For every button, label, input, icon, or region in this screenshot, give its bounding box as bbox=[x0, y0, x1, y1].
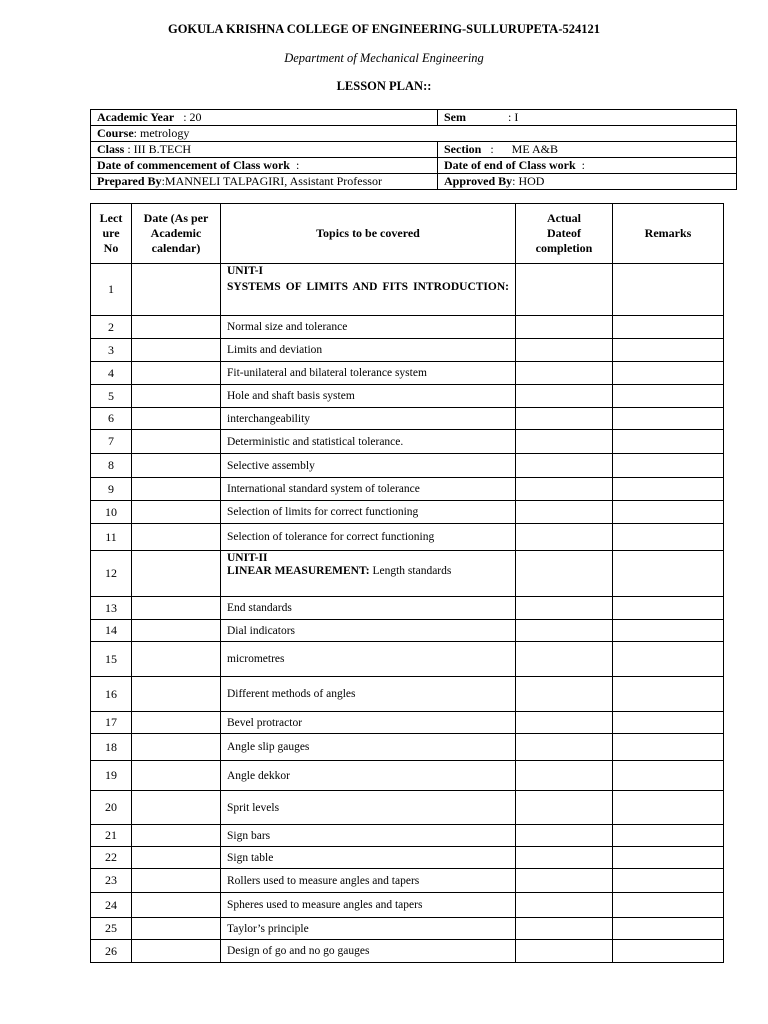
remarks-cell bbox=[613, 339, 724, 362]
table-row bbox=[91, 362, 724, 385]
lecture-number: 17 bbox=[91, 712, 132, 734]
remarks-cell bbox=[613, 524, 724, 551]
course-cell bbox=[91, 126, 737, 142]
lecture-number: 16 bbox=[91, 677, 132, 712]
lecture-number: 9 bbox=[91, 478, 132, 501]
lecture-number: 10 bbox=[91, 501, 132, 524]
commencement-value: : bbox=[295, 158, 300, 172]
date-cell bbox=[132, 825, 221, 847]
actual-date-cell bbox=[516, 869, 613, 893]
lecture-number: 13 bbox=[91, 597, 132, 620]
remarks-cell bbox=[613, 677, 724, 712]
topic-text: Design of go and no go gauges bbox=[227, 945, 370, 957]
topic-cell bbox=[221, 712, 516, 734]
department-name: Department of Mechanical Engineering bbox=[284, 51, 484, 65]
remarks-cell bbox=[613, 385, 724, 408]
course-value: : metrology bbox=[133, 126, 190, 140]
commencement-cell bbox=[91, 158, 438, 174]
unit-heading: LINEAR MEASUREMENT: bbox=[227, 565, 370, 577]
topic-cell bbox=[221, 408, 516, 430]
topic-cell bbox=[221, 524, 516, 551]
actual-date-cell bbox=[516, 791, 613, 825]
remarks-cell bbox=[613, 454, 724, 478]
table-row bbox=[91, 893, 724, 918]
date-cell bbox=[132, 430, 221, 454]
date-cell bbox=[132, 869, 221, 893]
topic-text: Dial indicators bbox=[227, 624, 296, 637]
remarks-cell bbox=[613, 869, 724, 893]
topic-cell bbox=[221, 918, 516, 940]
table-row bbox=[91, 524, 724, 551]
topic-text: Limits and deviation bbox=[227, 344, 323, 356]
table-row bbox=[91, 734, 724, 761]
topic-cell bbox=[221, 620, 516, 642]
actual-date-cell bbox=[516, 385, 613, 408]
topic-cell bbox=[221, 642, 516, 677]
remarks-cell bbox=[613, 761, 724, 791]
date-cell bbox=[132, 791, 221, 825]
lesson-plan-table bbox=[90, 203, 724, 963]
date-cell bbox=[132, 712, 221, 734]
remarks-cell bbox=[613, 642, 724, 677]
topic-cell bbox=[221, 316, 516, 339]
table-row bbox=[91, 620, 724, 642]
date-cell bbox=[132, 316, 221, 339]
table-row bbox=[91, 712, 724, 734]
prepared-by-value: :MANNELI TALPAGIRI, Assistant Professor bbox=[161, 174, 382, 188]
remarks-cell bbox=[613, 734, 724, 761]
lecture-number: 20 bbox=[91, 791, 132, 825]
topic-text: Angle slip gauges bbox=[227, 741, 310, 753]
remarks-cell bbox=[613, 791, 724, 825]
course-info-table bbox=[90, 109, 737, 190]
lecture-number: 14 bbox=[91, 620, 132, 642]
remarks-cell bbox=[613, 825, 724, 847]
date-cell bbox=[132, 620, 221, 642]
actual-date-cell bbox=[516, 524, 613, 551]
actual-date-cell bbox=[516, 408, 613, 430]
topic-cell bbox=[221, 677, 516, 712]
date-cell bbox=[132, 385, 221, 408]
class-value: : III B.TECH bbox=[127, 142, 191, 156]
topic-text: Selection of tolerance for correct functioning bbox=[227, 531, 435, 543]
actual-date-cell bbox=[516, 847, 613, 869]
lecture-number: 23 bbox=[91, 869, 132, 893]
remarks-cell bbox=[613, 893, 724, 918]
lecture-number: 5 bbox=[91, 385, 132, 408]
topic-text: Selection of limits for correct functioning bbox=[227, 506, 419, 518]
date-cell bbox=[132, 597, 221, 620]
date-cell bbox=[132, 454, 221, 478]
lecture-number: 15 bbox=[91, 642, 132, 677]
actual-date-cell bbox=[516, 264, 613, 316]
remarks-cell bbox=[613, 501, 724, 524]
table-row bbox=[91, 869, 724, 893]
topic-text: Length standards bbox=[369, 565, 452, 577]
lecture-number: 7 bbox=[91, 430, 132, 454]
actual-date-cell bbox=[516, 478, 613, 501]
actual-date-cell bbox=[516, 918, 613, 940]
lecture-number: 11 bbox=[91, 524, 132, 551]
topic-text: Spheres used to measure angles and tapers bbox=[227, 899, 423, 911]
end-date-value: : bbox=[581, 158, 586, 172]
date-cell bbox=[132, 264, 221, 316]
table-row bbox=[91, 264, 724, 316]
end-date-cell bbox=[438, 158, 737, 174]
document-title: LESSON PLAN:: bbox=[336, 79, 432, 93]
topic-cell bbox=[221, 339, 516, 362]
remarks-cell bbox=[613, 712, 724, 734]
date-cell bbox=[132, 677, 221, 712]
sem-cell bbox=[438, 110, 737, 126]
lecture-number: 19 bbox=[91, 761, 132, 791]
topic-text: micrometres bbox=[227, 653, 285, 665]
remarks-cell bbox=[613, 940, 724, 963]
date-cell bbox=[132, 408, 221, 430]
table-row bbox=[91, 551, 724, 597]
section-label: Section bbox=[444, 142, 482, 156]
college-name: GOKULA KRISHNA COLLEGE OF ENGINEERING-SULLURUPETA-524121 bbox=[167, 22, 600, 36]
topic-cell bbox=[221, 734, 516, 761]
actual-date-cell bbox=[516, 362, 613, 385]
actual-date-cell bbox=[516, 825, 613, 847]
topic-cell bbox=[221, 825, 516, 847]
date-cell bbox=[132, 642, 221, 677]
topic-text: Selective assembly bbox=[227, 459, 315, 472]
table-row bbox=[91, 478, 724, 501]
table-row bbox=[91, 825, 724, 847]
topic-text: Sprit levels bbox=[227, 801, 280, 814]
topic-text: Bevel protractor bbox=[227, 716, 303, 729]
topic-text: End standards bbox=[227, 602, 292, 614]
actual-date-cell bbox=[516, 430, 613, 454]
topic-cell bbox=[221, 551, 516, 597]
topic-cell bbox=[221, 940, 516, 963]
topic-cell bbox=[221, 454, 516, 478]
topic-cell bbox=[221, 869, 516, 893]
actual-date-cell bbox=[516, 620, 613, 642]
lecture-number: 8 bbox=[91, 454, 132, 478]
date-cell bbox=[132, 893, 221, 918]
approved-by-label: Approved By bbox=[444, 174, 513, 188]
topic-text: Sign bars bbox=[227, 829, 271, 842]
topic-text: Hole and shaft basis system bbox=[227, 390, 355, 402]
remarks-cell bbox=[613, 551, 724, 597]
lecture-number: 6 bbox=[91, 408, 132, 430]
actual-date-cell bbox=[516, 712, 613, 734]
date-cell bbox=[132, 551, 221, 597]
actual-date-cell bbox=[516, 454, 613, 478]
topic-text: Normal size and tolerance bbox=[227, 321, 348, 333]
actual-date-cell bbox=[516, 316, 613, 339]
header-actual-date: Actual Dateof completion bbox=[516, 204, 613, 264]
lecture-number: 3 bbox=[91, 339, 132, 362]
lecture-number: 12 bbox=[91, 551, 132, 597]
table-row bbox=[91, 847, 724, 869]
actual-date-cell bbox=[516, 501, 613, 524]
actual-date-cell bbox=[516, 677, 613, 712]
course-label: Course bbox=[97, 126, 134, 140]
actual-date-cell bbox=[516, 339, 613, 362]
table-row bbox=[91, 430, 724, 454]
actual-date-cell bbox=[516, 597, 613, 620]
topic-cell bbox=[221, 761, 516, 791]
table-row bbox=[91, 918, 724, 940]
topic-cell bbox=[221, 362, 516, 385]
prepared-by-cell bbox=[91, 174, 438, 190]
actual-date-cell bbox=[516, 761, 613, 791]
remarks-cell bbox=[613, 408, 724, 430]
topic-cell bbox=[221, 597, 516, 620]
date-cell bbox=[132, 501, 221, 524]
table-row bbox=[91, 501, 724, 524]
remarks-cell bbox=[613, 264, 724, 316]
remarks-cell bbox=[613, 620, 724, 642]
class-label: Class bbox=[97, 142, 125, 156]
topic-text: Angle dekkor bbox=[227, 769, 290, 782]
sem-label: Sem bbox=[444, 110, 466, 124]
date-cell bbox=[132, 339, 221, 362]
lecture-number: 25 bbox=[91, 918, 132, 940]
header-topics: Topics to be covered bbox=[221, 204, 516, 264]
actual-date-cell bbox=[516, 551, 613, 597]
section-value: : ME A&B bbox=[490, 142, 559, 156]
academic-year-value: : 20 bbox=[183, 110, 202, 124]
date-cell bbox=[132, 734, 221, 761]
class-cell bbox=[91, 142, 438, 158]
header-lecture-no: Lect ure No bbox=[91, 204, 132, 264]
topic-text: Sign table bbox=[227, 851, 274, 864]
remarks-cell bbox=[613, 316, 724, 339]
remarks-cell bbox=[613, 847, 724, 869]
approved-by-cell bbox=[438, 174, 737, 190]
date-cell bbox=[132, 847, 221, 869]
table-row bbox=[91, 940, 724, 963]
lecture-number: 24 bbox=[91, 893, 132, 918]
table-row bbox=[91, 408, 724, 430]
unit-title: UNIT-II bbox=[227, 552, 268, 564]
actual-date-cell bbox=[516, 940, 613, 963]
topic-cell bbox=[221, 791, 516, 825]
topic-cell bbox=[221, 893, 516, 918]
topic-cell bbox=[221, 264, 516, 316]
actual-date-cell bbox=[516, 642, 613, 677]
topic-cell bbox=[221, 501, 516, 524]
date-cell bbox=[132, 478, 221, 501]
table-row bbox=[91, 761, 724, 791]
academic-year-cell bbox=[91, 110, 438, 126]
table-row bbox=[91, 385, 724, 408]
topic-cell bbox=[221, 847, 516, 869]
topic-cell bbox=[221, 385, 516, 408]
remarks-cell bbox=[613, 597, 724, 620]
table-row bbox=[91, 791, 724, 825]
date-cell bbox=[132, 524, 221, 551]
lecture-number: 21 bbox=[91, 825, 132, 847]
remarks-cell bbox=[613, 478, 724, 501]
lecture-number: 2 bbox=[91, 316, 132, 339]
lecture-number: 1 bbox=[91, 264, 132, 316]
table-row bbox=[91, 642, 724, 677]
lecture-number: 4 bbox=[91, 362, 132, 385]
topic-text: Rollers used to measure angles and tapers bbox=[227, 874, 420, 887]
topic-text: Deterministic and statistical tolerance. bbox=[227, 435, 404, 448]
date-cell bbox=[132, 918, 221, 940]
topic-text: International standard system of tolerance bbox=[227, 483, 420, 495]
topic-text: Taylor’s principle bbox=[227, 922, 309, 935]
topic-text: interchangeability bbox=[227, 412, 311, 425]
remarks-cell bbox=[613, 362, 724, 385]
section-cell bbox=[438, 142, 737, 158]
commencement-label: Date of commencement of Class work bbox=[97, 158, 290, 172]
header-remarks: Remarks bbox=[613, 204, 724, 264]
topic-cell bbox=[221, 430, 516, 454]
remarks-cell bbox=[613, 430, 724, 454]
lecture-number: 22 bbox=[91, 847, 132, 869]
table-row bbox=[91, 597, 724, 620]
table-row bbox=[91, 677, 724, 712]
lecture-number: 26 bbox=[91, 940, 132, 963]
actual-date-cell bbox=[516, 893, 613, 918]
actual-date-cell bbox=[516, 734, 613, 761]
topic-cell bbox=[221, 478, 516, 501]
date-cell bbox=[132, 362, 221, 385]
header-date: Date (As per Academic calendar) bbox=[132, 204, 221, 264]
unit-heading: SYSTEMS OF LIMITS AND FITS INTRODUCTION: bbox=[227, 281, 509, 293]
table-row bbox=[91, 339, 724, 362]
topic-text: Fit-unilateral and bilateral tolerance system bbox=[227, 367, 427, 379]
approved-by-value: : HOD bbox=[512, 174, 545, 188]
end-date-label: Date of end of Class work bbox=[444, 158, 576, 172]
prepared-by-label: Prepared By bbox=[97, 174, 162, 188]
table-row bbox=[91, 454, 724, 478]
table-header-row bbox=[91, 204, 724, 264]
lecture-number: 18 bbox=[91, 734, 132, 761]
table-row bbox=[91, 316, 724, 339]
topic-text: Different methods of angles bbox=[227, 688, 356, 700]
date-cell bbox=[132, 761, 221, 791]
sem-value: : I bbox=[508, 110, 519, 124]
remarks-cell bbox=[613, 918, 724, 940]
date-cell bbox=[132, 940, 221, 963]
academic-year-label: Academic Year bbox=[97, 110, 175, 124]
unit-title: UNIT-I bbox=[227, 265, 264, 277]
